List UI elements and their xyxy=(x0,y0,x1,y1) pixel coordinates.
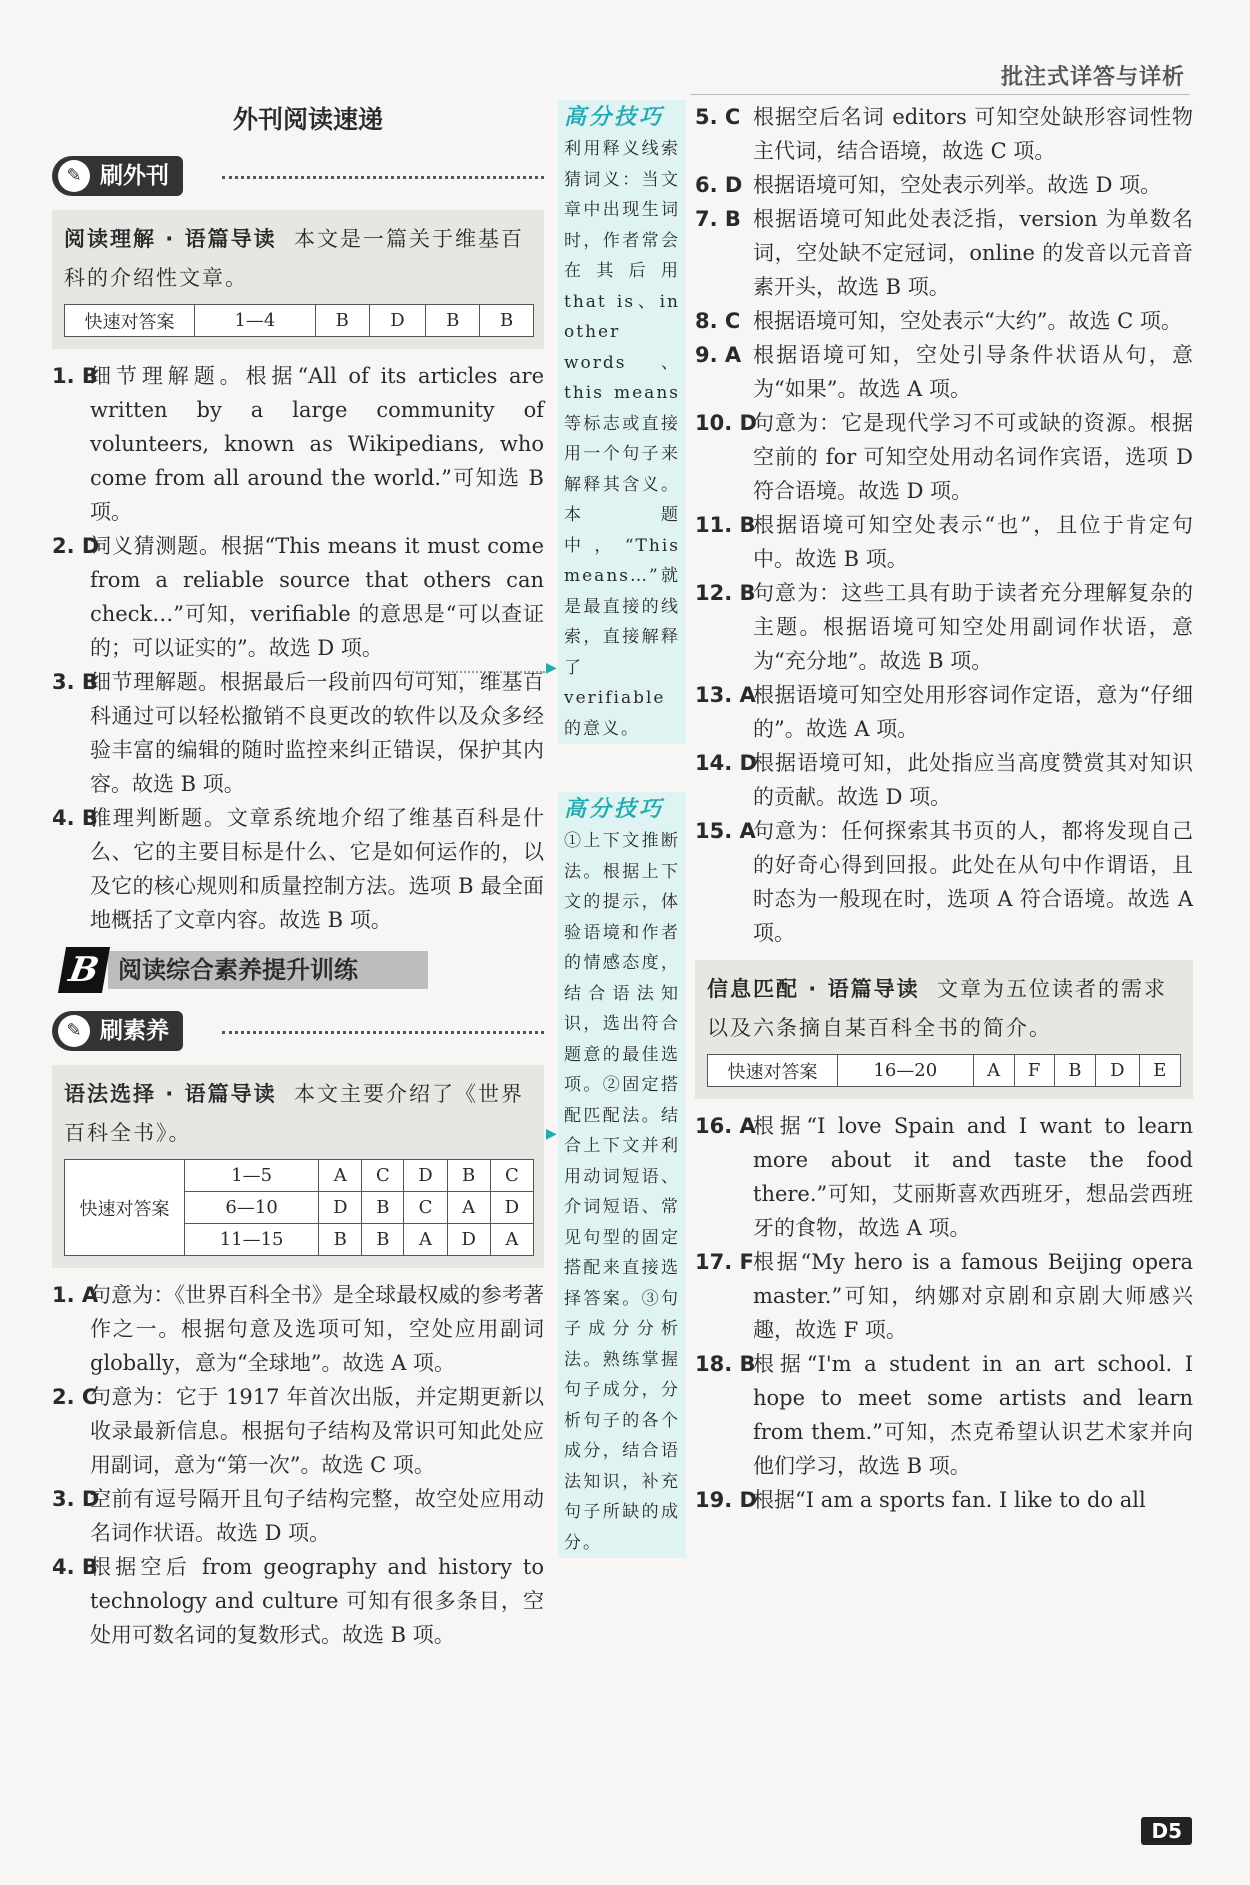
item-number: 7. B xyxy=(695,207,741,231)
answer-cell: F xyxy=(1014,1055,1054,1087)
section-tag xyxy=(52,156,183,196)
item-text: 细节理解题。根据最后一段前四句可知，维基百科通过可以轻松撤销不良更改的软件以及众多经验丰富的编辑的随时监控来纠正错误，保护其内容。故选 B 项。 xyxy=(90,670,544,796)
answer-cell: D xyxy=(404,1160,447,1192)
item-number: 5. C xyxy=(695,105,741,129)
item-text: 根据语境可知，空处表示列举。故选 D 项。 xyxy=(753,173,1162,197)
answer-item xyxy=(695,100,1193,168)
item-number: 3. D xyxy=(52,1487,100,1511)
answer-cell: D xyxy=(447,1224,490,1256)
item-text: 句意为：它是现代学习不可或缺的资源。根据空前的 for 可知空处用动名词作宾语，选项 D 符合语境。故选 D 项。 xyxy=(753,411,1193,503)
book-icon: ✎ xyxy=(58,160,90,192)
item-text: 根据语境可知空处用形容词作定语，意为“仔细的”。故选 A 项。 xyxy=(753,683,1193,741)
answer-cell: B xyxy=(480,305,534,337)
answer-item xyxy=(695,1109,1193,1245)
answer-item xyxy=(52,1482,544,1550)
answer-label: 快速对答案 xyxy=(65,305,195,337)
item-number: 2. D xyxy=(52,534,100,558)
answer-cell: B xyxy=(447,1160,490,1192)
guide-text: 本文是一篇关于维基百科的介绍性文章。 xyxy=(64,227,524,290)
answer-cell: B xyxy=(1054,1055,1095,1087)
section-title: 外刊阅读速递 xyxy=(232,105,383,134)
item-number: 16. A xyxy=(695,1114,756,1138)
answer-cell: C xyxy=(362,1160,404,1192)
answer-item xyxy=(52,1550,544,1652)
pointer-line xyxy=(405,671,545,673)
answer-table xyxy=(707,1054,1181,1087)
tips-column xyxy=(558,100,686,1558)
item-number: 13. A xyxy=(695,683,756,707)
item-number: 9. A xyxy=(695,343,742,367)
answer-item xyxy=(695,202,1193,304)
item-text: 根据“I love Spain and I want to learn more about it and taste the food there.”可知，艾丽斯喜欢西班牙，想品尝西班牙的食物，故选 A 项。 xyxy=(753,1114,1193,1240)
item-number: 1. B xyxy=(52,364,98,388)
answer-cell: B xyxy=(426,305,480,337)
item-text: 根据空后 from geography and history to technology and culture 可知有很多条目，空处用可数名词的复数形式。故选 B 项。 xyxy=(90,1555,544,1647)
item-text: 根据空后名词 editors 可知空处缺形容词性物主代词，结合语境，故选 C 项。 xyxy=(753,105,1193,163)
item-number: 18. B xyxy=(695,1352,756,1376)
item-number: 4. B xyxy=(52,1555,98,1579)
item-text: 空前有逗号隔开且句子结构完整，故空处应用动名词作状语。故选 D 项。 xyxy=(90,1487,544,1545)
section-tag-label: 刷素养 xyxy=(100,1018,169,1044)
answer-range: 6—10 xyxy=(185,1192,319,1224)
item-number: 12. B xyxy=(695,581,756,605)
answer-item xyxy=(695,678,1193,746)
page-number: D5 xyxy=(1141,1817,1192,1845)
item-number: 6. D xyxy=(695,173,743,197)
item-text: 句意为：它于 1917 年首次出版，并定期更新以收录最新信息。根据句子结构及常识可知此处应用副词，意为“第一次”。故选 C 项。 xyxy=(90,1385,544,1477)
answer-item xyxy=(52,1278,544,1380)
pointer-arrow-icon: ▶ xyxy=(546,660,557,676)
answer-range: 1—4 xyxy=(195,305,316,337)
answer-item xyxy=(695,814,1193,950)
left-column xyxy=(52,100,544,1652)
item-text: 句意为：这些工具有助于读者充分理解复杂的主题。根据语境可知空处用副词作状语，意为“充分地”。故选 B 项。 xyxy=(753,581,1193,673)
header-divider xyxy=(690,94,1190,95)
answer-cell: A xyxy=(490,1224,533,1256)
guide-label: 阅读理解 · 语篇导读 xyxy=(64,227,277,251)
answer-cell: A xyxy=(447,1192,490,1224)
answer-cell: A xyxy=(973,1055,1014,1087)
dotted-rule xyxy=(222,1031,544,1034)
banner-letter: B xyxy=(58,947,110,993)
answer-cell: A xyxy=(319,1160,362,1192)
answer-cell: C xyxy=(404,1192,447,1224)
answer-range: 11—15 xyxy=(185,1224,319,1256)
answer-cell: B xyxy=(315,305,369,337)
running-header: 批注式详答与详析 xyxy=(1000,65,1185,90)
section-tag xyxy=(52,1011,183,1051)
item-text: 根据“I am a sports fan. I like to do all xyxy=(753,1488,1146,1512)
tip-box xyxy=(558,792,686,1558)
item-text: 根据语境可知此处表泛指，version 为单数名词，空处缺不定冠词，online 的发音以元音音素开头，故选 B 项。 xyxy=(753,207,1193,299)
item-text: 细节理解题。根据“All of its articles are written by a large community of volunteers, known as Wikipedians, who come from all around the world.”可知选 B 项。 xyxy=(90,364,544,524)
answer-list xyxy=(695,100,1193,950)
item-number: 3. B xyxy=(52,670,98,694)
tip-heading: 高分技巧 xyxy=(564,104,665,130)
answer-cell: E xyxy=(1139,1055,1180,1087)
answer-label: 快速对答案 xyxy=(708,1055,838,1087)
answer-table xyxy=(64,1159,534,1256)
guide-box xyxy=(695,960,1193,1099)
answer-item xyxy=(695,338,1193,406)
item-text: 根据语境可知，空处引导条件状语从句，意为“如果”。故选 A 项。 xyxy=(753,343,1193,401)
answer-item xyxy=(695,168,1193,202)
answer-item xyxy=(695,576,1193,678)
answer-item xyxy=(695,406,1193,508)
answer-list xyxy=(52,1278,544,1652)
answer-list xyxy=(695,1109,1193,1517)
item-text: 根据“I'm a student in an art school. I hope to meet some artists and learn from them.”可知，杰克希望认识艺术家并向他们学习，故选 B 项。 xyxy=(753,1352,1193,1478)
item-text: 根据语境可知，此处指应当高度赞赏其对知识的贡献。故选 D 项。 xyxy=(753,751,1193,809)
answer-item xyxy=(695,1347,1193,1483)
tip-text: 利用释义线索猜词义：当文章中出现生词时，作者常会在其后用 that is、in other words、this means 等标志或直接用一个句子来解释其含义。本题中，“This means…”就是最直接的线索，直接解释了 verifiable 的意义。 xyxy=(564,139,680,739)
item-text: 句意为：《世界百科全书》是全球最权威的参考著作之一。根据句意及选项可知，空处应用副词 globally，意为“全球地”。故选 A 项。 xyxy=(90,1283,544,1375)
guide-text: 文章为五位读者的需求以及六条摘自某百科全书的简介。 xyxy=(707,977,1167,1040)
item-number: 15. A xyxy=(695,819,756,843)
item-number: 17. F xyxy=(695,1250,754,1274)
guide-box xyxy=(52,210,544,349)
answer-table xyxy=(64,304,534,337)
item-text: 根据语境可知，空处表示“大约”。故选 C 项。 xyxy=(753,309,1182,333)
item-text: 根据“My hero is a famous Beijing opera master.”可知，纳娜对京剧和京剧大师感兴趣，故选 F 项。 xyxy=(753,1250,1193,1342)
item-text: 推理判断题。文章系统地介绍了维基百科是什么、它的主要目标是什么、它是如何运作的，以及它的核心规则和质量控制方法。选项 B 最全面地概括了文章内容。故选 B 项。 xyxy=(90,806,544,932)
section-tag-row xyxy=(52,156,544,200)
item-number: 19. D xyxy=(695,1488,757,1512)
right-column xyxy=(695,100,1193,1517)
item-number: 1. A xyxy=(52,1283,99,1307)
answer-cell: B xyxy=(362,1224,404,1256)
answer-item xyxy=(695,1483,1193,1517)
dotted-rule xyxy=(222,176,544,179)
answer-label: 快速对答案 xyxy=(65,1160,185,1256)
guide-label: 信息匹配 · 语篇导读 xyxy=(707,977,920,1001)
answer-cell: B xyxy=(319,1224,362,1256)
guide-text: 本文主要介绍了《世界百科全书》。 xyxy=(64,1082,524,1145)
tip-text: ①上下文推断法。根据上下文的提示，体验语境和作者的情感态度，结合语法知识，选出符合题意的最佳选项。②固定搭配匹配法。结合上下文并利用动词短语、介词短语、常见句型的固定搭配来直接选择答案。③句子成分分析法。熟练掌握句子成分，分析句子的各个成分，结合语法知识，补充句子所缺的成分。 xyxy=(564,831,680,1553)
answer-item xyxy=(52,801,544,937)
tip-heading: 高分技巧 xyxy=(564,796,665,822)
tip-box xyxy=(558,100,686,744)
answer-range: 16—20 xyxy=(838,1055,974,1087)
item-text: 根据语境可知空处表示“也”，且位于肯定句中。故选 B 项。 xyxy=(753,513,1193,571)
answer-item xyxy=(695,508,1193,576)
answer-item xyxy=(695,304,1193,338)
answer-cell: D xyxy=(369,305,426,337)
item-number: 2. C xyxy=(52,1385,98,1409)
answer-list xyxy=(52,359,544,937)
item-number: 8. C xyxy=(695,309,741,333)
item-text: 词义猜测题。根据“This means it must come from a reliable source that others can check…”可知，verifiable 的意思是“可以查证的；可以证实的”。故选 D 项。 xyxy=(90,534,544,660)
answer-item xyxy=(52,1380,544,1482)
section-banner xyxy=(52,947,544,995)
item-number: 14. D xyxy=(695,751,757,775)
answer-cell: D xyxy=(490,1192,533,1224)
section-tag-label: 刷外刊 xyxy=(100,163,169,189)
answer-cell: B xyxy=(362,1192,404,1224)
item-number: 10. D xyxy=(695,411,757,435)
answer-item xyxy=(695,746,1193,814)
banner-title: 阅读综合素养提升训练 xyxy=(108,951,428,989)
answer-cell: D xyxy=(319,1192,362,1224)
answer-cell: C xyxy=(490,1160,533,1192)
item-number: 11. B xyxy=(695,513,756,537)
answer-range: 1—5 xyxy=(185,1160,319,1192)
answer-item xyxy=(52,359,544,529)
guide-box xyxy=(52,1065,544,1268)
answer-item xyxy=(695,1245,1193,1347)
answer-cell: A xyxy=(404,1224,447,1256)
answer-item xyxy=(52,665,544,801)
pointer-arrow-icon: ▶ xyxy=(546,1126,557,1142)
answer-item xyxy=(52,529,544,665)
answer-cell: D xyxy=(1096,1055,1140,1087)
item-number: 4. B xyxy=(52,806,98,830)
item-text: 句意为：任何探索其书页的人，都将发现自己的好奇心得到回报。此处在从句中作谓语，且时态为一般现在时，选项 A 符合语境。故选 A 项。 xyxy=(753,819,1193,945)
section-tag-row xyxy=(52,1011,544,1055)
book-icon: ✎ xyxy=(58,1015,90,1047)
guide-label: 语法选择 · 语篇导读 xyxy=(64,1082,277,1106)
